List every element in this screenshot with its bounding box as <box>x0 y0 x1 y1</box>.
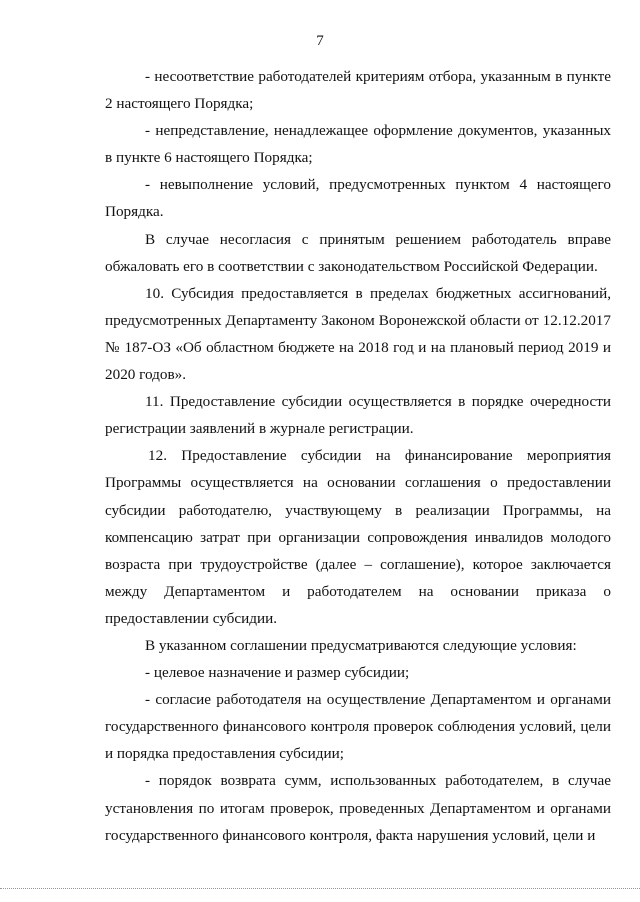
page-number: 7 <box>316 33 324 49</box>
paragraph-documents-missing: - непредставление, ненадлежащее оформление документов, указанных в пункте 6 настоящего Порядка; <box>105 122 611 167</box>
paragraph-criteria-mismatch: - несоответствие работодателей критериям отбора, указанным в пункте 2 настоящего Порядка; <box>105 68 611 113</box>
paragraph-item-10: 10. Субсидия предоставляется в пределах бюджетных ассигнований, предусмотренных Департаменту Законом Воронежской области от 12.12.2017 № 187-ОЗ «Об областном бюджете на 2018 год и на плановый период 2019 и 2020 годов». <box>105 284 611 384</box>
paragraph-item-11: 11. Предоставление субсидии осуществляется в порядке очередности регистрации заявлений в журнале регистрации. <box>105 393 611 438</box>
paragraph-inspection-consent: - согласие работодателя на осуществление Департаментом и органами государственного финансового контроля проверок соблюдения условий, цели и порядка предоставления субсидии; <box>105 691 611 763</box>
document-body <box>105 63 611 849</box>
paragraph-conditions-unmet: - невыполнение условий, предусмотренных пунктом 4 настоящего Порядка. <box>105 176 611 221</box>
paragraph-item-12: 12. Предоставление субсидии на финансирование мероприятия Программы осуществляется на основании соглашения о предоставлении субсидии работодателю, участвующему в реализации Программы, на компенсацию затрат при организации сопровождения инвалидов молодого возраста при трудоустройстве (далее – соглашение), которое заключается между Департаментом и работодателем на основании приказа о предоставлении субсидии. <box>105 447 611 627</box>
paragraph-purpose-amount: - целевое назначение и размер субсидии; <box>145 664 410 682</box>
page-bottom-edge <box>0 888 640 889</box>
paragraph-refund-procedure: - порядок возврата сумм, использованных работодателем, в случае установления по итогам проверок, проведенных Департаментом и органами государственного финансового контроля, факта нарушения условий, цели и <box>105 772 611 844</box>
paragraph-agreement-conditions: В указанном соглашении предусматриваются следующие условия: <box>145 636 577 654</box>
paragraph-appeal-right: В случае несогласия с принятым решением работодатель вправе обжаловать его в соответствии с законодательством Российской Федерации. <box>105 230 611 275</box>
